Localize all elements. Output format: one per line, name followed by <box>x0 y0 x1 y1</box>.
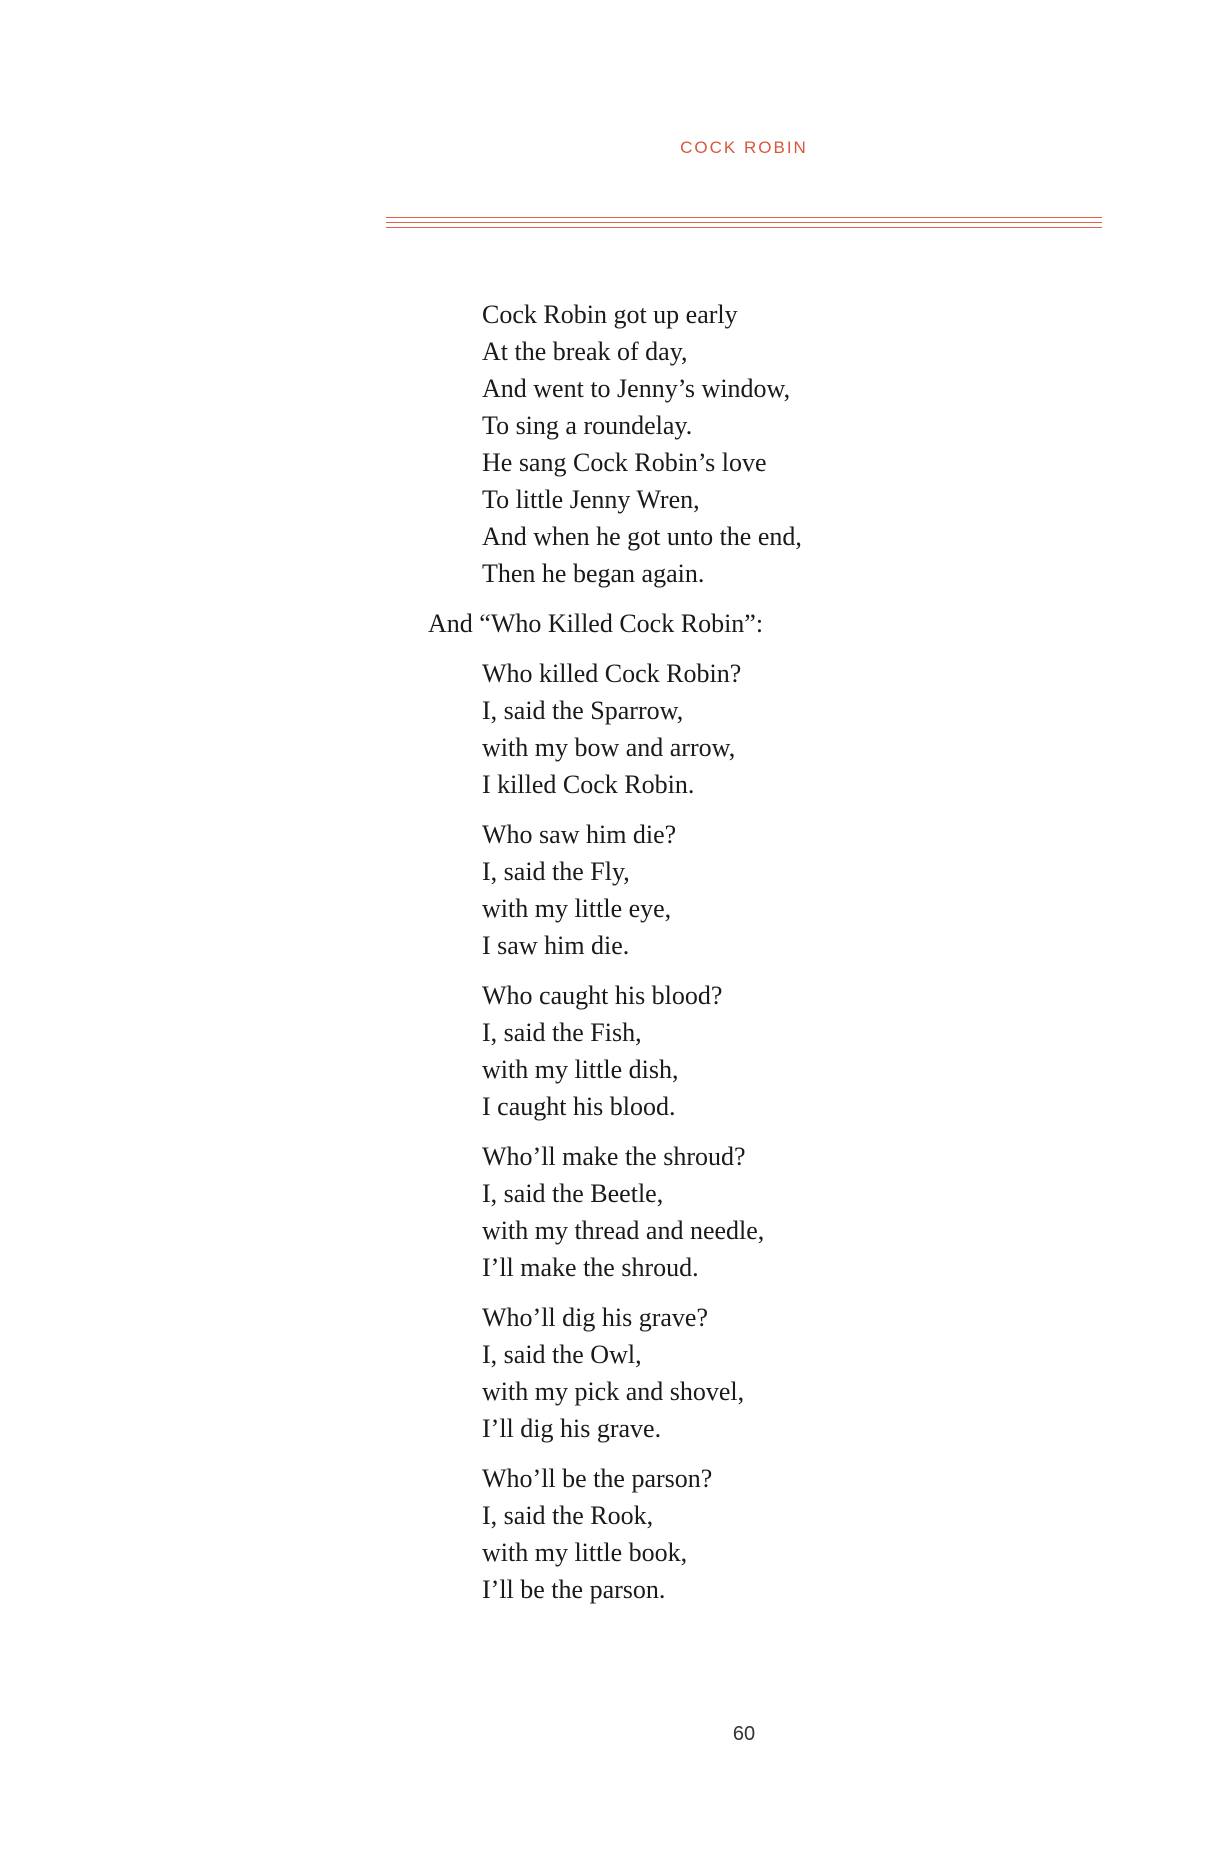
verse-line: with my thread and needle, <box>482 1216 765 1245</box>
verse-line: Then he began again. <box>482 559 705 588</box>
header-rules <box>386 217 1102 231</box>
verse-line: I, said the Rook, <box>482 1501 654 1530</box>
verse-line: And went to Jenny’s window, <box>482 374 791 403</box>
verse-line: Who’ll dig his grave? <box>482 1303 708 1332</box>
verse-line: I, said the Fish, <box>482 1018 642 1047</box>
verse-line: I caught his blood. <box>482 1092 676 1121</box>
verse-line: Who killed Cock Robin? <box>482 659 742 688</box>
verse-line: I saw him die. <box>482 931 630 960</box>
verse-line: I, said the Fly, <box>482 857 630 886</box>
stanza <box>0 1460 1210 1608</box>
verse-line: At the break of day, <box>482 337 688 366</box>
verse-line: Who saw him die? <box>482 820 677 849</box>
verse-line: I, said the Owl, <box>482 1340 642 1369</box>
verse-line: I, said the Sparrow, <box>482 696 684 725</box>
stanza <box>0 1299 1210 1447</box>
stanza <box>0 977 1210 1125</box>
verse-line: And when he got unto the end, <box>482 522 802 551</box>
verse-line: Who’ll be the parson? <box>482 1464 713 1493</box>
verse-line: Who caught his blood? <box>482 981 723 1010</box>
verse-line: with my pick and shovel, <box>482 1377 745 1406</box>
stanza <box>0 655 1210 803</box>
verse-line: with my little dish, <box>482 1055 679 1084</box>
verse-line: with my bow and arrow, <box>482 733 736 762</box>
stanza <box>0 296 1210 592</box>
verse-line: Cock Robin got up early <box>482 300 738 329</box>
stanza <box>0 1138 1210 1286</box>
verse-line: with my little book, <box>482 1538 688 1567</box>
verse-line: Who’ll make the shroud? <box>482 1142 746 1171</box>
verse-line: I’ll make the shroud. <box>482 1253 699 1282</box>
verse-line: He sang Cock Robin’s love <box>482 448 767 477</box>
running-head: COCK ROBIN <box>680 138 808 157</box>
page-number: 60 <box>732 1723 756 1745</box>
verse-line: I’ll dig his grave. <box>482 1414 662 1443</box>
verse-line: I, said the Beetle, <box>482 1179 664 1208</box>
poem-body <box>0 296 1210 1621</box>
verse-line: To sing a roundelay. <box>482 411 693 440</box>
header-rule <box>386 217 1102 218</box>
verse-line: To little Jenny Wren, <box>482 485 700 514</box>
verse-line: with my little eye, <box>482 894 672 923</box>
verse-line: I killed Cock Robin. <box>482 770 695 799</box>
header-rule <box>386 227 1102 228</box>
header-rule <box>386 222 1102 223</box>
verse-line: I’ll be the parson. <box>482 1575 666 1604</box>
stanza <box>0 816 1210 964</box>
intro-line: And “Who Killed Cock Robin”: <box>428 609 764 638</box>
